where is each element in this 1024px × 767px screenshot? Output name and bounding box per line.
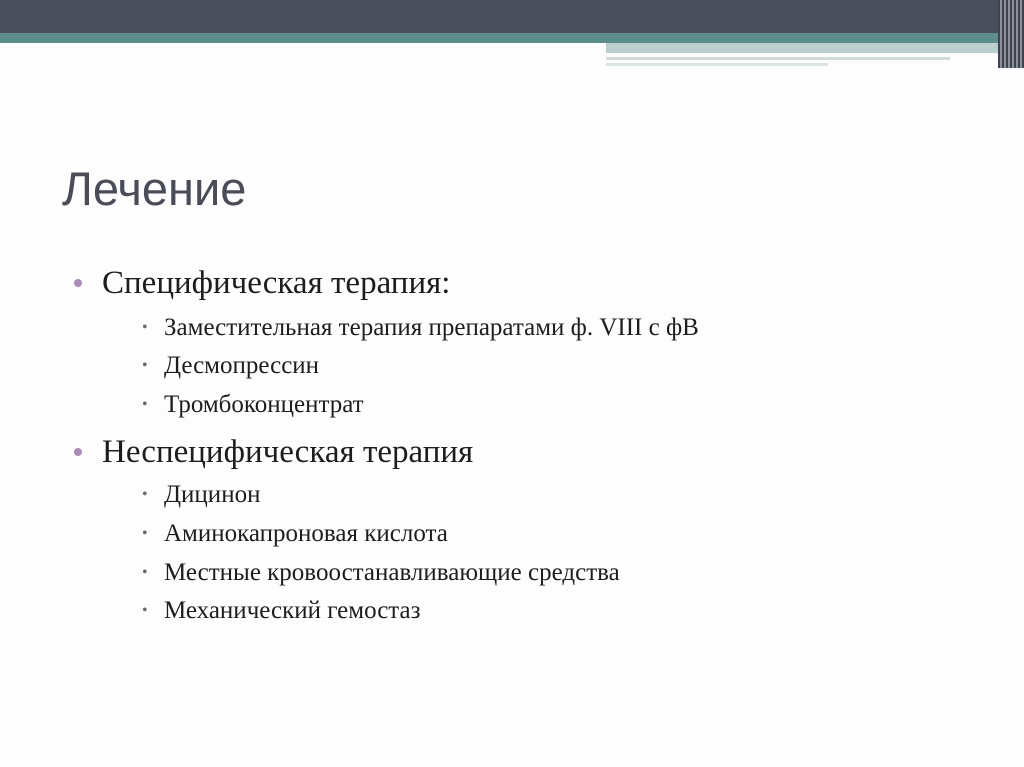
header-dark-bar bbox=[0, 0, 1024, 33]
sub-bullet-icon: • bbox=[142, 602, 148, 619]
sub-bullet-icon: • bbox=[142, 357, 148, 374]
header-teal-bar bbox=[0, 33, 1000, 43]
bullet-text: Заместительная терапия препаратами ф. VIII с фВ bbox=[164, 314, 699, 341]
sub-bullet-icon: • bbox=[142, 564, 148, 581]
bullet-text: Аминокапроновая кислота bbox=[164, 520, 448, 547]
bullet-text: Местные кровоостанавливающие средства bbox=[164, 559, 620, 586]
bullet-text: Специфическая терапия: bbox=[102, 265, 451, 301]
bullet-text: Неспецифическая терапия bbox=[102, 434, 474, 470]
header-stripes bbox=[998, 0, 1024, 68]
header-accent-line bbox=[606, 57, 950, 60]
bullet-text: Десмопрессин bbox=[164, 352, 320, 379]
sub-bullet-icon: • bbox=[142, 319, 148, 336]
sub-bullet-icon: • bbox=[142, 396, 148, 413]
bullet-dot-icon bbox=[74, 279, 82, 287]
header-accent-line bbox=[606, 63, 828, 66]
bullet-text: Механический гемостаз bbox=[164, 597, 421, 624]
sub-bullet-icon: • bbox=[142, 525, 148, 542]
sub-bullet-icon: • bbox=[142, 486, 148, 503]
bullet-text: Тромбоконцентрат bbox=[164, 391, 364, 418]
slide-title: Лечение bbox=[62, 162, 247, 215]
bullet-text: Дицинон bbox=[164, 481, 261, 508]
bullet-dot-icon bbox=[74, 448, 82, 456]
header-teal-light-bar bbox=[606, 43, 1000, 53]
